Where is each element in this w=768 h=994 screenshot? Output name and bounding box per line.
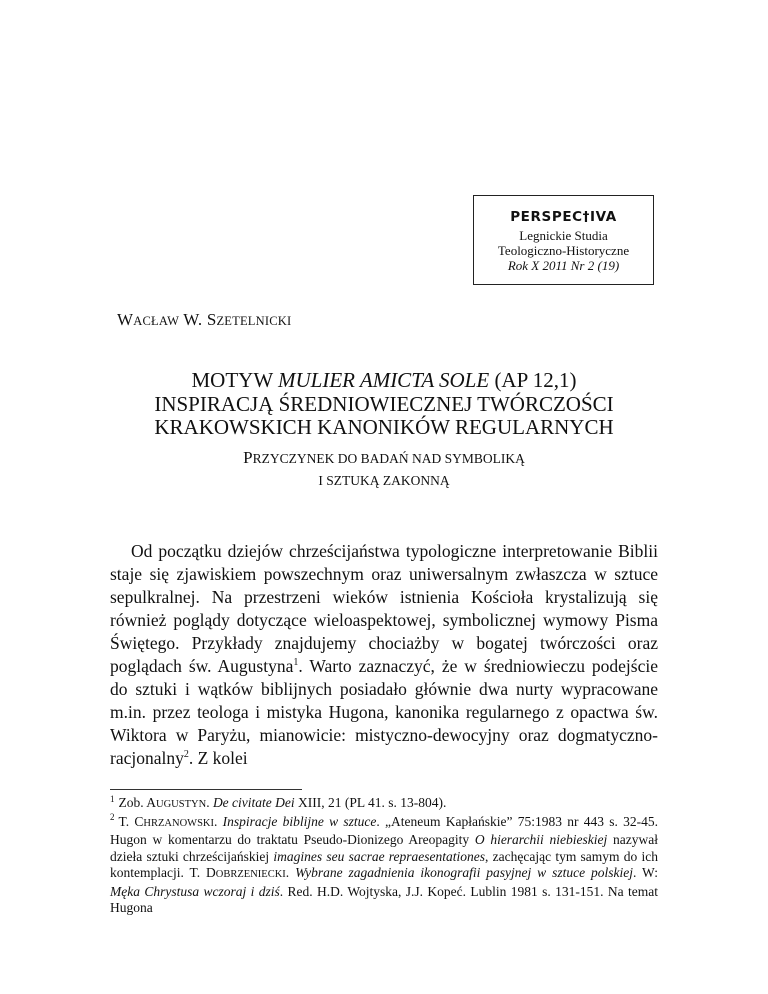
subtitle-initial: P: [243, 448, 253, 467]
subtitle-line-1: [110, 447, 658, 470]
footnote-1-text-3: XIII, 21 (PL 41. s. 13-804).: [294, 795, 447, 810]
author-last-rest: ZETELNICKI: [216, 314, 292, 328]
footnotes: [110, 795, 658, 917]
article-title: [110, 369, 658, 440]
title-line-3: KRAKOWSKICH KANONIKÓW REGULARNYCH: [154, 415, 614, 439]
author-first-rest: ACŁAW: [133, 314, 180, 328]
footnote-1-text-2: .: [206, 795, 213, 810]
title-suffix: (AP 12,1): [489, 368, 577, 392]
footnote-2-text-4: nazywał dzieła sztuki chrześcijańskiej: [110, 832, 658, 864]
footnote-2-author2-initial: D: [206, 865, 216, 880]
article-subtitle: [110, 447, 658, 492]
footnote-1-number: 1: [110, 793, 115, 804]
footnote-2-text-1: T.: [118, 813, 135, 829]
body-paragraph: [110, 540, 658, 770]
footnote-2-author-initial: C: [134, 813, 144, 829]
body-part-3: . Z kolei: [188, 748, 248, 768]
journal-name: PERSPEC†IVA: [510, 209, 617, 225]
title-prefix: MOTYW: [191, 368, 279, 392]
journal-subtitle-line1: Legnickie Studia: [519, 228, 608, 243]
author-name: [117, 310, 291, 330]
footnote-2-work-title-2: O hierarchii niebieskiej: [474, 832, 608, 847]
footnote-1-text-1: Zob.: [118, 795, 147, 810]
footnote-2-latin-phrase: imagines seu sacrae repraesentationes: [273, 848, 486, 864]
footnote-2-text-2: .: [213, 813, 223, 829]
body-part-2: . Warto zaznaczyć, że w średniowieczu podejście do sztuki i wątków biblijnych posiadało głównie dwa nurty wypracowane m.in. przez teologa i mistyka Hugona, kanonika regularnego z opactwa św. Wiktora w Paryżu, mianowicie: mistyczno-dewocyjny oraz dogmatyczno-racjonalny: [110, 656, 658, 768]
title-line-1: [110, 369, 658, 393]
body-part-1: Od początku dziejów chrześcijaństwa typologiczne interpretowanie Biblii staje się zjawiskiem powszechnym oraz uniwersalnym zwłaszcza w sztuce sepulkralnej. Na przestrzeni wieków istnienia Kościoła krystalizują się również poglądy dotyczące wieloaspektowej, symbolicznej wymowy Pisma Świętego. Przykłady znajdujemy chociażby w bogatej twórczości oraz poglądach św. Augustyna: [110, 541, 658, 676]
author-first-initial: W: [117, 310, 134, 329]
journal-issue: Rok X 2011 Nr 2 (19): [507, 258, 620, 273]
author-last-initial: S: [206, 310, 217, 329]
footnote-2: [110, 814, 658, 917]
footnote-1-author-rest: UGUSTYN: [156, 799, 207, 810]
footnote-1-author-initial: A: [146, 795, 157, 810]
footnote-2-number: 2: [110, 812, 115, 822]
footnote-2-text-8: . Red. H.D. Wojtyska, J.J. Kopeć. Lublin 1981 s. 131-151. Na temat Hugona: [110, 883, 658, 915]
title-line-2: INSPIRACJĄ ŚREDNIOWIECZNEJ TWÓRCZOŚCI: [154, 391, 614, 416]
footnote-2-text-6: .: [285, 865, 296, 880]
author-middle: W.: [179, 310, 207, 329]
footnote-2-work-title-3: Wybrane zagadnienia ikonografii pasyjnej w sztuce polskiej: [295, 865, 633, 880]
journal-subtitle-line2: Teologiczno-Historyczne: [497, 243, 630, 258]
subtitle-line-2: I SZTUKĄ ZAKONNĄ: [318, 473, 450, 488]
footnote-2-text-3: . „Ateneum Kapłańskie” 75:1983 nr 443 s. 32-45. Hugon w komentarzu do traktatu Pseudo-Dionizego Areopagity: [110, 813, 659, 847]
footnote-2-text-5: , zachęcając tym samym do ich kontemplacji. T.: [110, 848, 658, 880]
subtitle-rest-1: RZYCZYNEK DO BADAŃ NAD SYMBOLIKĄ: [252, 451, 525, 466]
footnote-1-work-title: De civitate Dei: [212, 795, 295, 810]
footnote-ref-1: 1: [293, 657, 299, 669]
journal-info-box: [473, 195, 654, 285]
footnote-2-text-7: . W:: [632, 865, 659, 880]
footnote-2-author-rest: HRZANOWSKI: [143, 817, 214, 829]
footnote-1: [110, 795, 658, 814]
footnote-2-work-title-4: Męka Chrystusa wczoraj i dziś: [110, 883, 280, 899]
footnote-2-author2-rest: OBRZENIECKI: [215, 869, 286, 880]
footnote-2-work-title-1: Inspiracje biblijne w sztuce: [222, 813, 377, 829]
footnote-divider: [110, 789, 302, 790]
footnote-ref-2: 2: [183, 749, 189, 761]
title-italic: MULIER AMICTA SOLE: [278, 368, 490, 392]
